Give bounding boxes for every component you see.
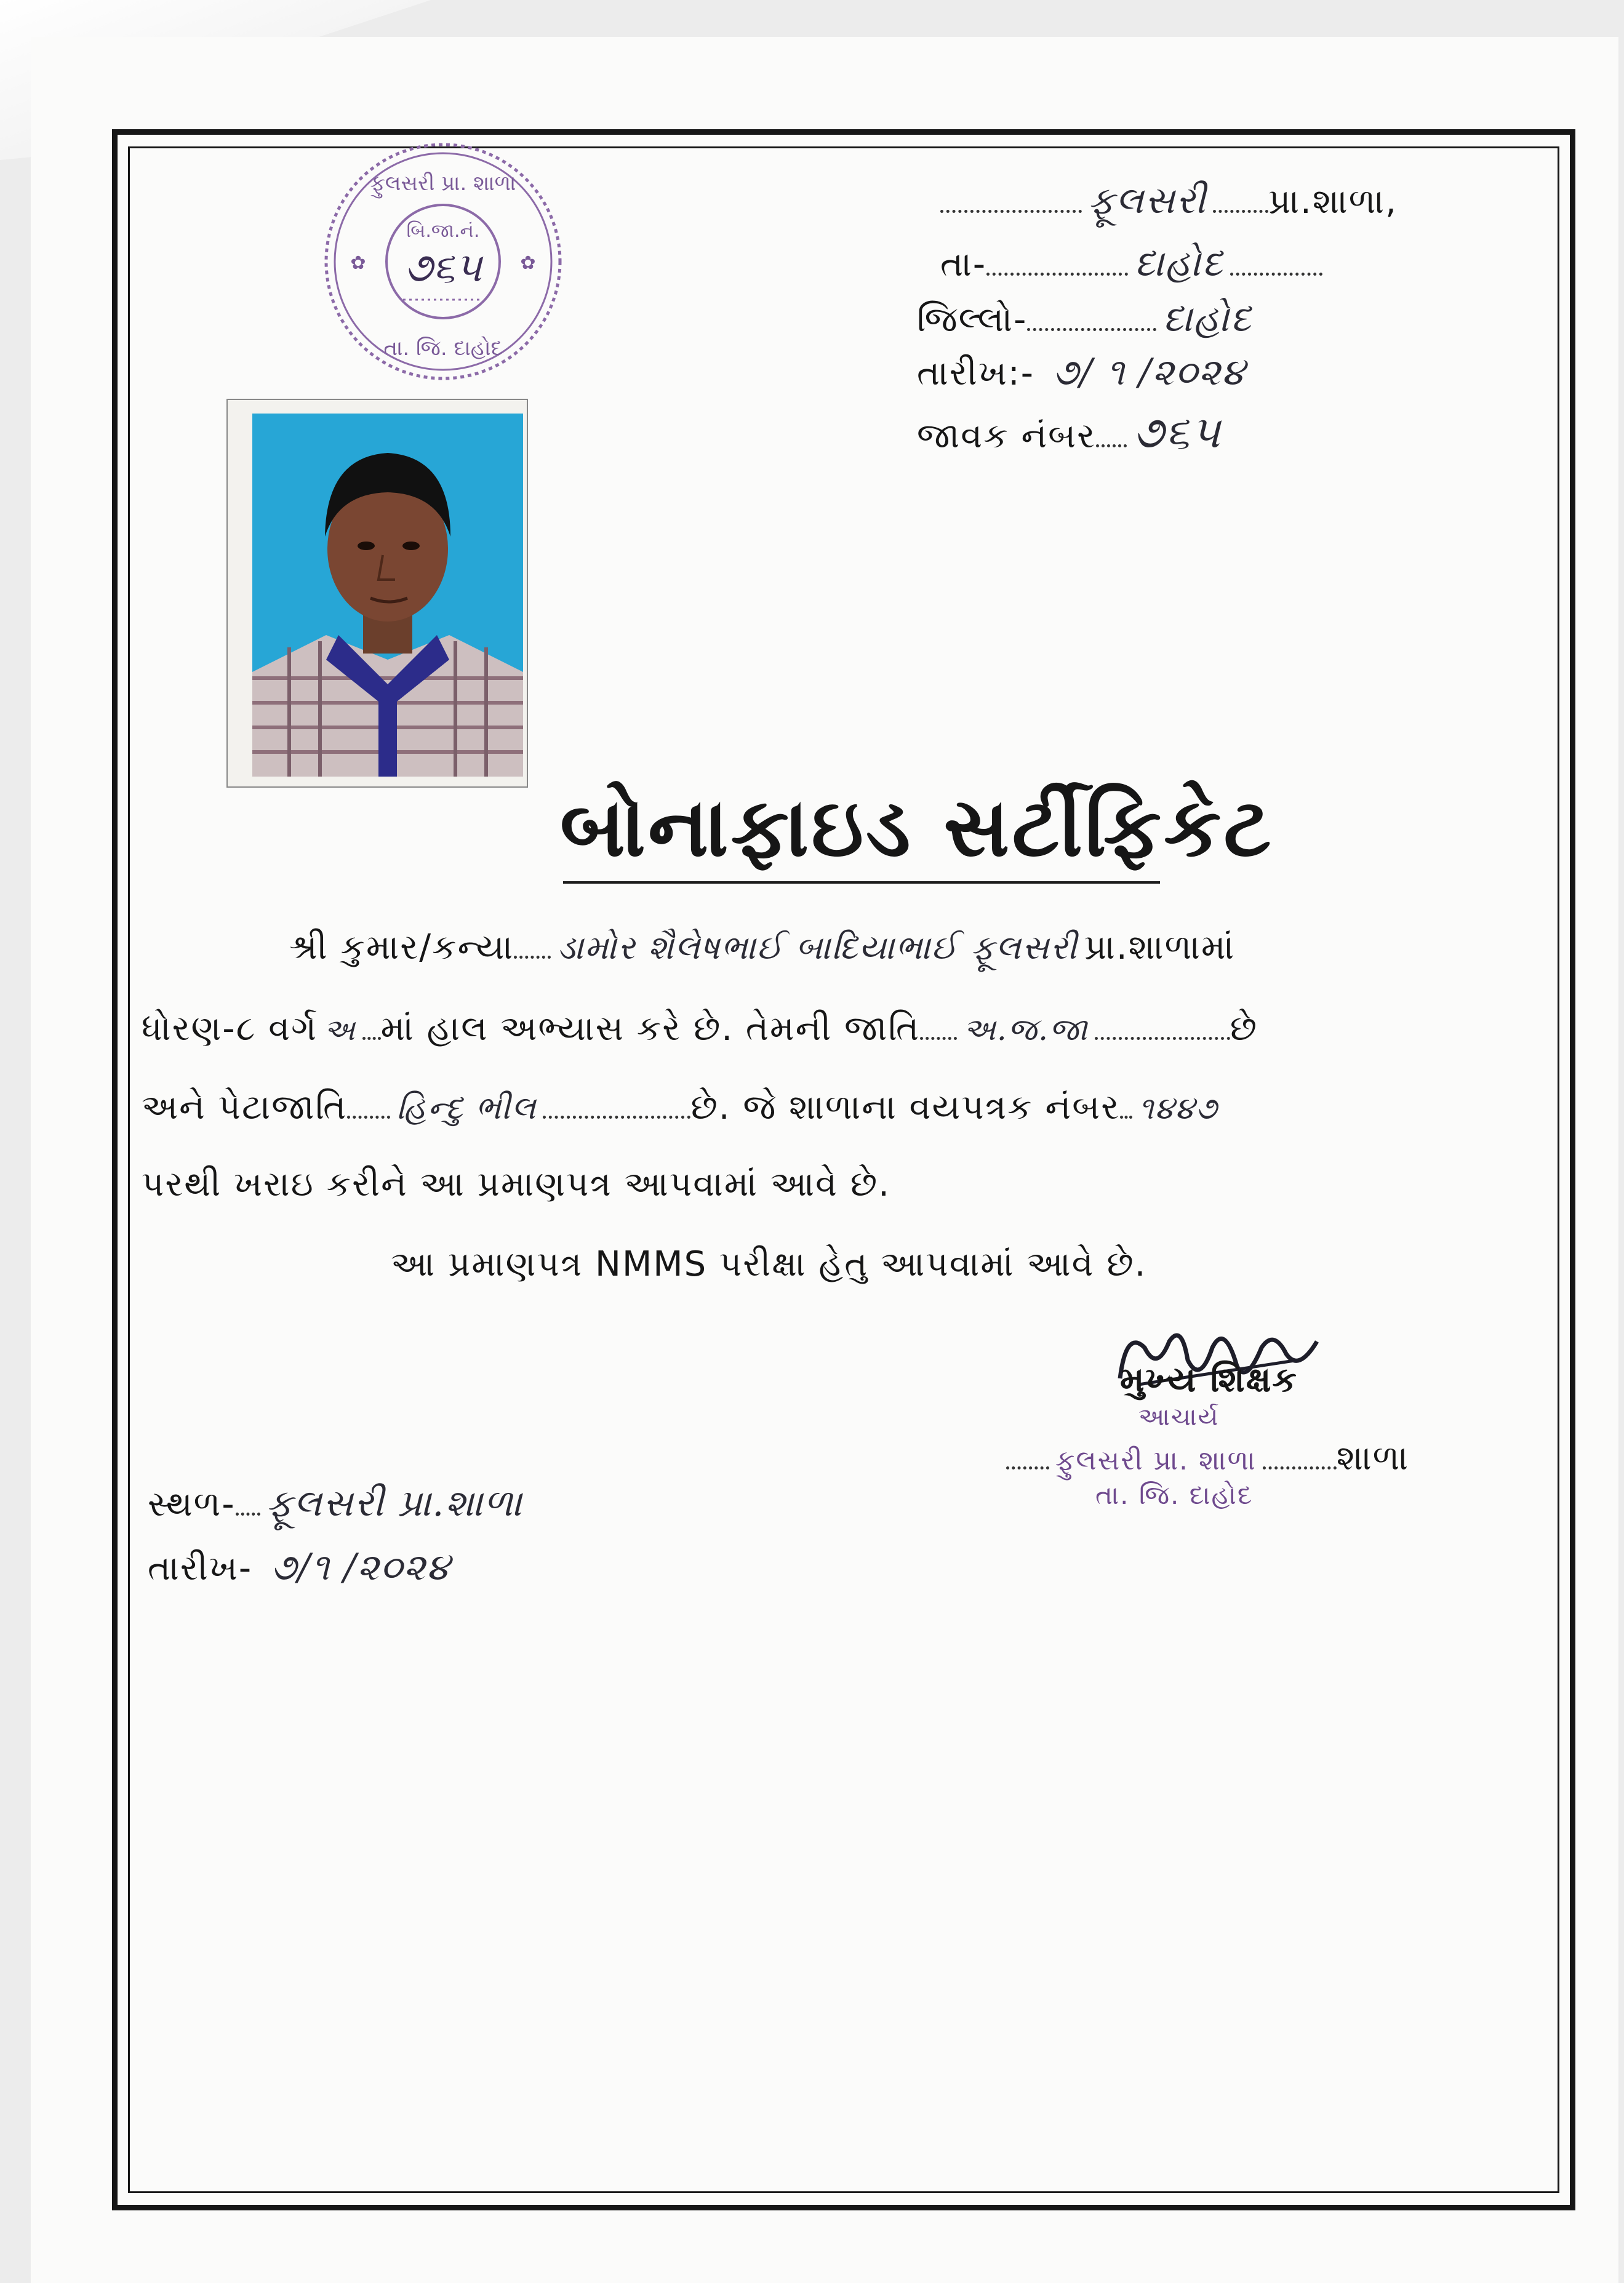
- stamp-top-text: ફુલસરી પ્રા. શાળા: [370, 171, 516, 196]
- header-district-line: [917, 295, 1258, 340]
- stamp-flower-icon-right: ✿: [520, 252, 536, 274]
- taluka-label: તા-: [940, 244, 987, 285]
- header-school-suffix: પ્રા.શાળા,: [1268, 182, 1398, 222]
- student-name: ડામોર શૈલેષભાઈ બાદિયાભાઈ: [557, 928, 959, 967]
- signature-school-suffix: શાળા: [1336, 1438, 1410, 1479]
- line2-suffix: છે: [1230, 1009, 1258, 1049]
- header-date-value: ૭/ ૧ /૨૦૨૪: [1052, 351, 1246, 394]
- footer-date-label: તારીખ-: [148, 1548, 253, 1588]
- body-line-1: [289, 923, 1235, 968]
- body-line-4: પરથી ખરાઇ કરીને આ પ્રમાણપત્ર આપવામાં આવે છે.: [142, 1164, 890, 1204]
- header-taluka-line: [940, 240, 1322, 285]
- student-portrait: [252, 414, 523, 777]
- certificate-sheet: [31, 37, 1618, 2283]
- register-number: ૧૪૪૭: [1138, 1090, 1218, 1127]
- district-value: દાહોદ: [1162, 297, 1252, 341]
- principal-stamp-title: આચાર્ય: [1138, 1403, 1220, 1431]
- school-stamp: [320, 138, 566, 385]
- line1-school: ફૂલસરી: [970, 928, 1078, 967]
- stamp-bottom-text: તા. જિ. દાહોદ: [383, 336, 503, 361]
- place-value: ફૂલસરી પ્રા.શાળા: [266, 1482, 523, 1525]
- stamp-number: ૭૬૫: [404, 244, 482, 291]
- district-label: જિલ્લો-: [917, 300, 1028, 340]
- line1-suffix: પ્રા.શાળામાં: [1084, 927, 1236, 968]
- line2-prefix: ધોરણ-૮ વર્ગ: [142, 1009, 318, 1049]
- footer-date-value: ૭/૧ /૨૦૨૪: [270, 1546, 451, 1589]
- body-line-3: [142, 1083, 1224, 1128]
- line2-mid: માં હાલ અભ્યાસ કરે છે. તેમની જાતિ: [380, 1009, 921, 1049]
- header-outward-line: [917, 406, 1228, 459]
- line3-prefix: અને પેટાજાતિ: [142, 1087, 348, 1128]
- body-line-2: [142, 1004, 1258, 1049]
- title-underline: [563, 881, 1160, 884]
- caste: અ.જ.જા: [963, 1012, 1089, 1048]
- outward-value: ૭૬૫: [1133, 406, 1222, 458]
- header-school-name: ફૂલસરી: [1088, 179, 1207, 223]
- division: અ: [323, 1013, 356, 1048]
- signature-school-line: [1006, 1434, 1409, 1479]
- certificate-title: બોનાફાઇડ સર્ટીફિકેટ: [560, 780, 1274, 875]
- header-date-label: તારીખ:-: [917, 353, 1034, 393]
- stamp-flower-icon-left: ✿: [350, 252, 366, 274]
- signature-school: ફુલસરી પ્રા. શાળા: [1055, 1445, 1257, 1477]
- student-photo: [226, 399, 528, 788]
- designation: મુખ્ય શિક્ષક: [1120, 1360, 1298, 1400]
- outward-label: જાવક નંબર: [917, 416, 1097, 456]
- line3-mid: છે. જે શાળાના વયપત્રક નંબર: [690, 1087, 1121, 1128]
- stamp-inner-label: બિ.જા.નં.: [406, 220, 480, 242]
- footer-date-line: [148, 1546, 457, 1589]
- signature-place-stamp: તા. જિ. દાહોદ: [1095, 1480, 1254, 1510]
- line1-prefix: શ્રી કુમાર/કન્યા: [289, 927, 514, 968]
- header-school-line: [940, 177, 1398, 222]
- subcaste: હિન્દુ ભીલ: [396, 1090, 537, 1127]
- taluka-value: દાહોદ: [1134, 242, 1224, 286]
- place-label: સ્થળ-: [148, 1484, 236, 1525]
- header-date-line: [917, 351, 1252, 394]
- footer-place-line: [148, 1480, 529, 1525]
- body-line-5: આ પ્રમાણપત્ર NMMS પરીક્ષા હેતુ આપવામાં આવે છે.: [391, 1244, 1147, 1284]
- photo-image: [252, 414, 523, 777]
